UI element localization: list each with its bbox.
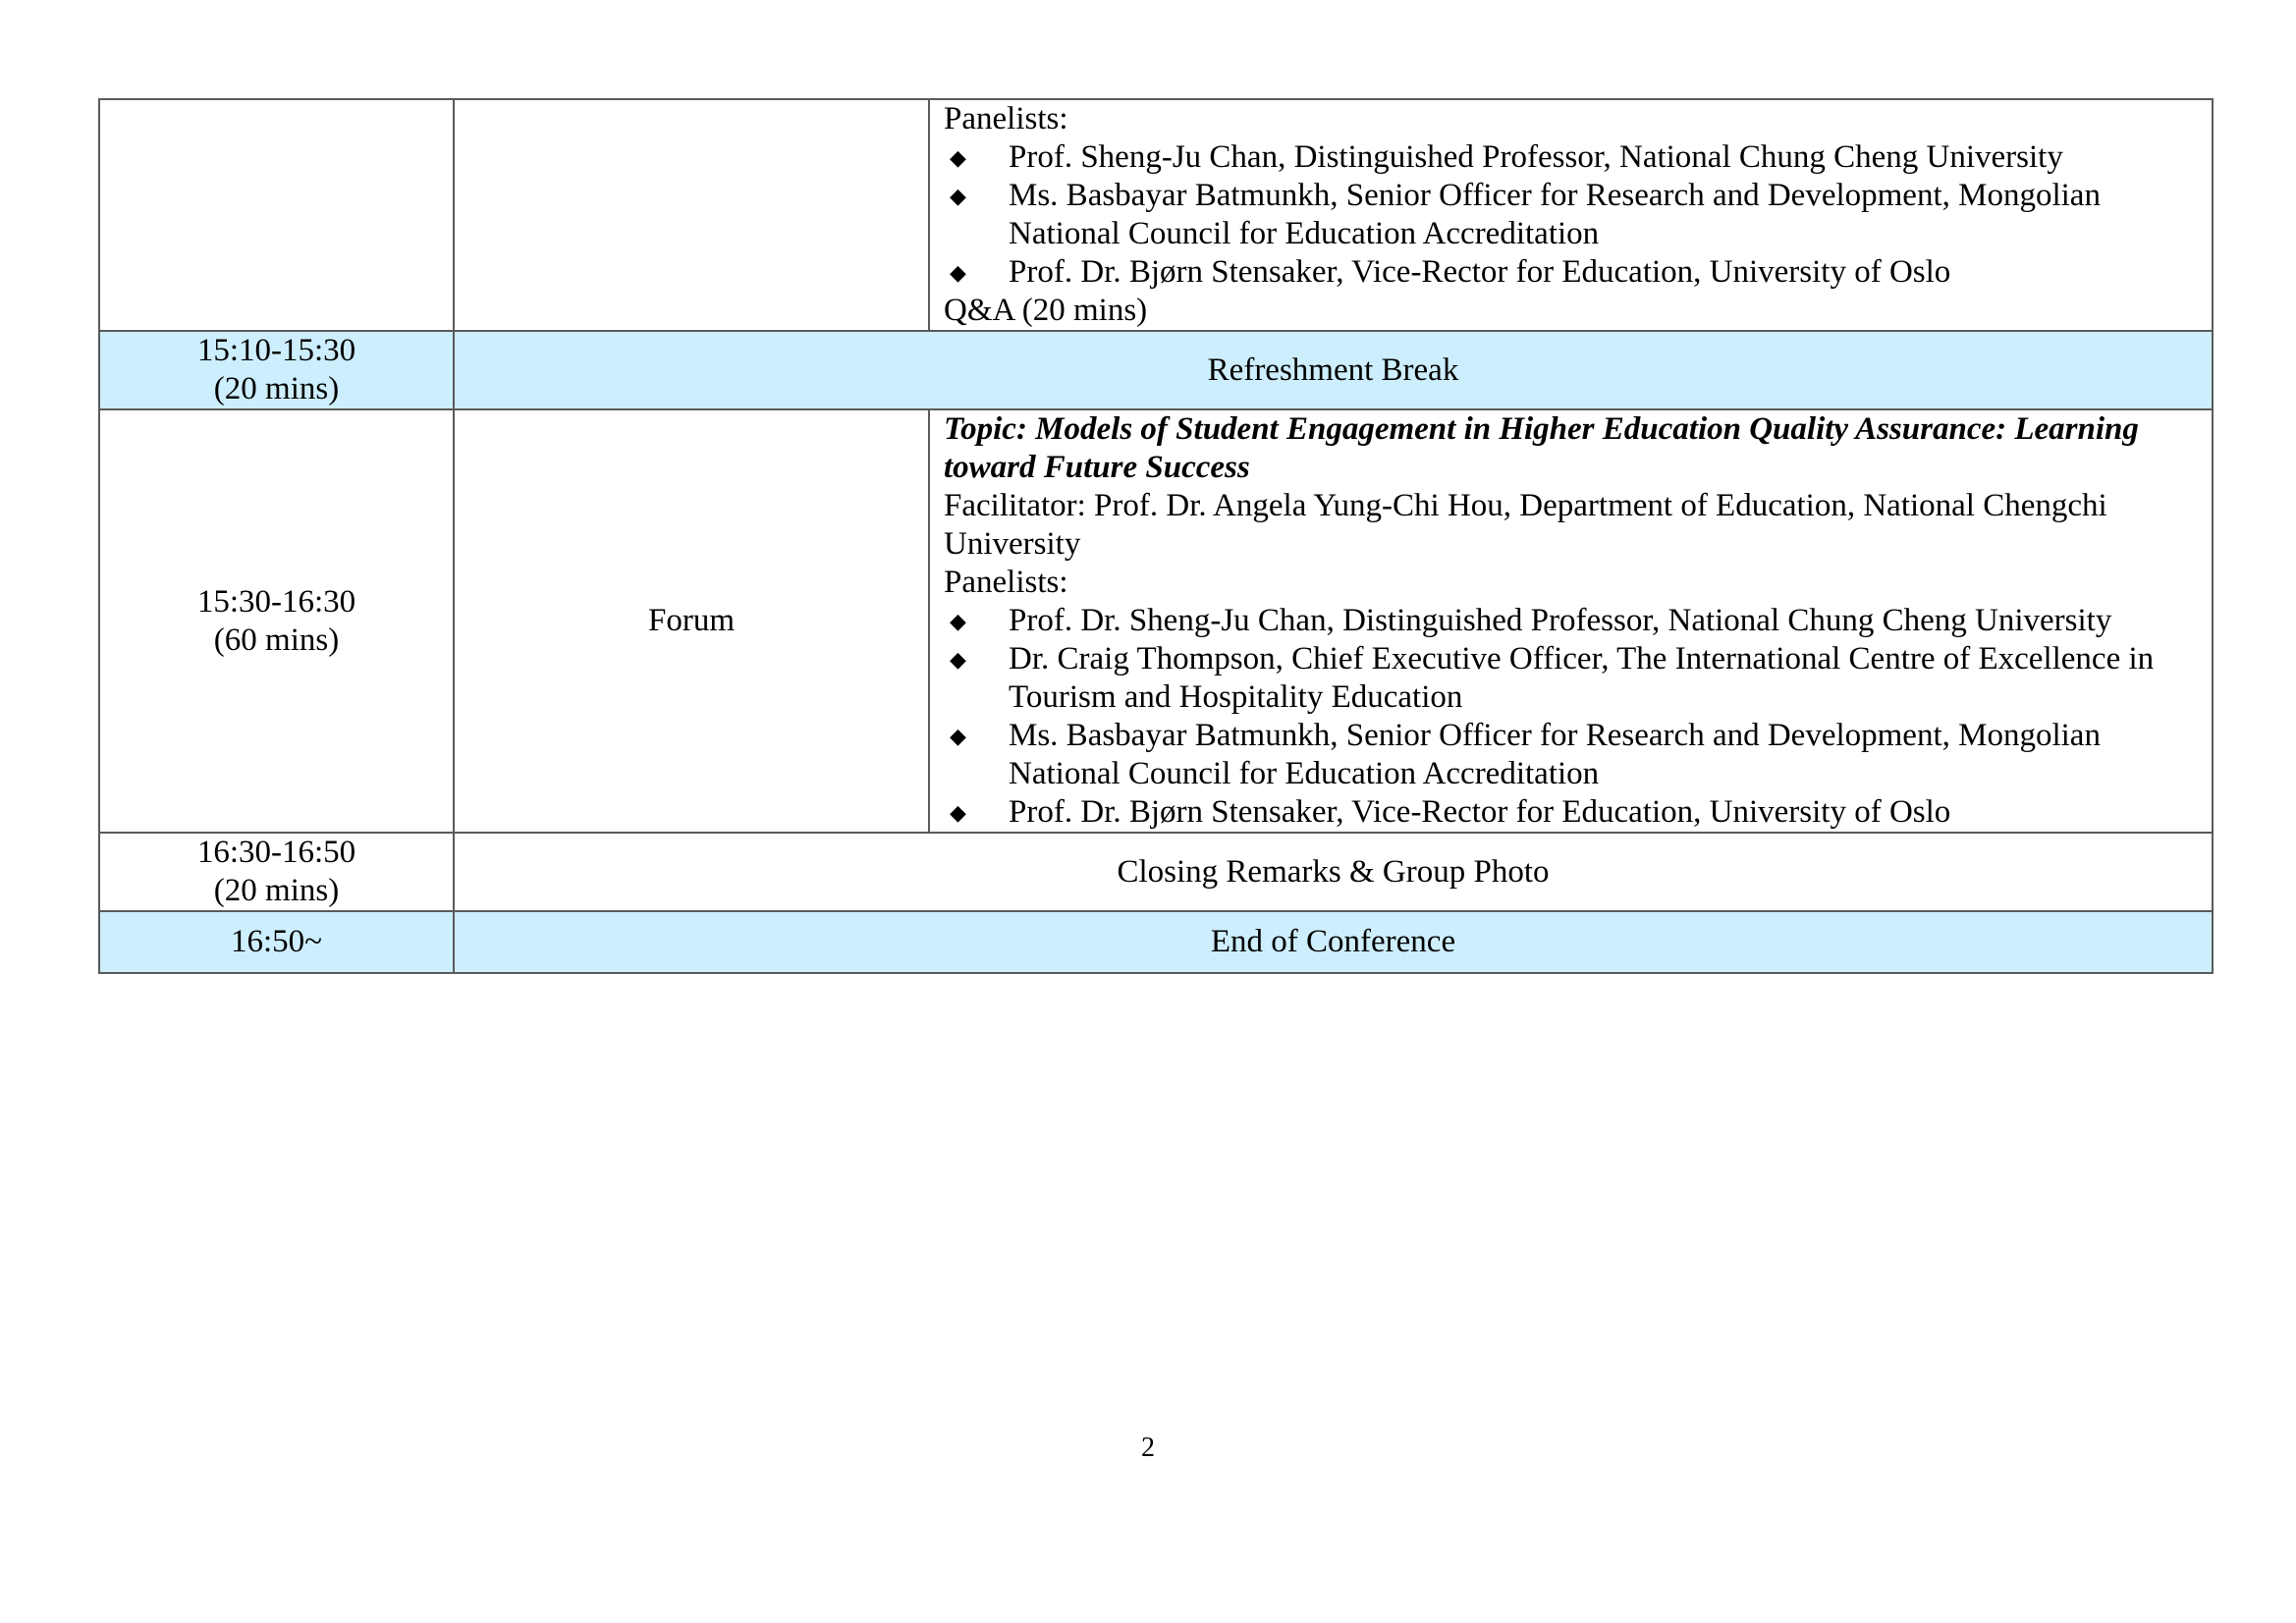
agenda-row-forum — [99, 409, 2213, 833]
panelist-item: ◆ Ms. Basbayar Batmunkh, Senior Officer for Research and Development, Mongolian National Council for Education Accreditation — [950, 718, 2101, 791]
diamond-bullet-icon: ◆ — [950, 145, 966, 170]
agenda-row-panel-continued — [99, 99, 2213, 331]
forum-topic: Topic: Models of Student Engagement in Higher Education Quality Assurance: Learning toward Future Success — [944, 411, 2139, 485]
content-cell — [929, 409, 2213, 833]
diamond-bullet-icon: ◆ — [950, 724, 966, 748]
session-title: End of Conference — [454, 911, 2213, 973]
page-number: 2 — [1141, 1433, 1155, 1463]
time-cell — [99, 409, 454, 833]
panelist-item: ◆ Dr. Craig Thompson, Chief Executive Officer, The International Centre of Excellence in Tourism and Hospitality Education — [950, 641, 2155, 715]
agenda-table — [98, 98, 2214, 974]
diamond-bullet-icon: ◆ — [950, 260, 966, 285]
duration: (60 mins) — [213, 622, 340, 658]
panelist-item: ◆ Prof. Dr. Sheng-Ju Chan, Distinguished Professor, National Chung Cheng University — [950, 603, 2112, 638]
duration: (20 mins) — [213, 873, 340, 908]
panelists-label: Panelists: — [944, 101, 1068, 136]
diamond-bullet-icon: ◆ — [950, 800, 966, 825]
panelist-item: ◆ Prof. Dr. Bjørn Stensaker, Vice-Rector for Education, University of Oslo — [950, 254, 1951, 290]
diamond-bullet-icon: ◆ — [950, 647, 966, 672]
panelist-item: ◆ Ms. Basbayar Batmunkh, Senior Officer for Research and Development, Mongolian National Council for Education Accreditation — [950, 178, 2101, 251]
panelist-item: ◆ Prof. Sheng-Ju Chan, Distinguished Professor, National Chung Cheng University — [950, 139, 2063, 175]
panelist-list — [944, 138, 2198, 292]
duration: (20 mins) — [213, 371, 340, 406]
time-cell — [99, 911, 454, 973]
time-cell — [99, 331, 454, 409]
qa-note: Q&A (20 mins) — [944, 293, 1148, 328]
panelist-item: ◆ Prof. Dr. Bjørn Stensaker, Vice-Rector for Education, University of Oslo — [950, 794, 1951, 830]
diamond-bullet-icon: ◆ — [950, 609, 966, 633]
content-cell — [929, 99, 2213, 331]
time-range: 15:10-15:30 — [196, 333, 356, 368]
time-range: 16:30-16:50 — [196, 835, 356, 870]
session-type: Forum — [454, 409, 929, 833]
time-cell-empty — [99, 99, 454, 331]
agenda-row-end-of-conference — [99, 911, 2213, 973]
session-title: Closing Remarks & Group Photo — [454, 833, 2213, 911]
agenda-row-refreshment-break — [99, 331, 2213, 409]
diamond-bullet-icon: ◆ — [950, 184, 966, 208]
agenda-row-closing-remarks — [99, 833, 2213, 911]
type-cell-empty — [454, 99, 929, 331]
session-title: Refreshment Break — [454, 331, 2213, 409]
facilitator: Facilitator: Prof. Dr. Angela Yung-Chi Hou, Department of Education, National Chengchi University — [944, 488, 2107, 562]
panelist-list — [944, 602, 2198, 832]
time-cell — [99, 833, 454, 911]
time-range: 16:50~ — [230, 924, 323, 959]
time-range: 15:30-16:30 — [196, 583, 356, 620]
panelists-label: Panelists: — [944, 565, 1068, 600]
